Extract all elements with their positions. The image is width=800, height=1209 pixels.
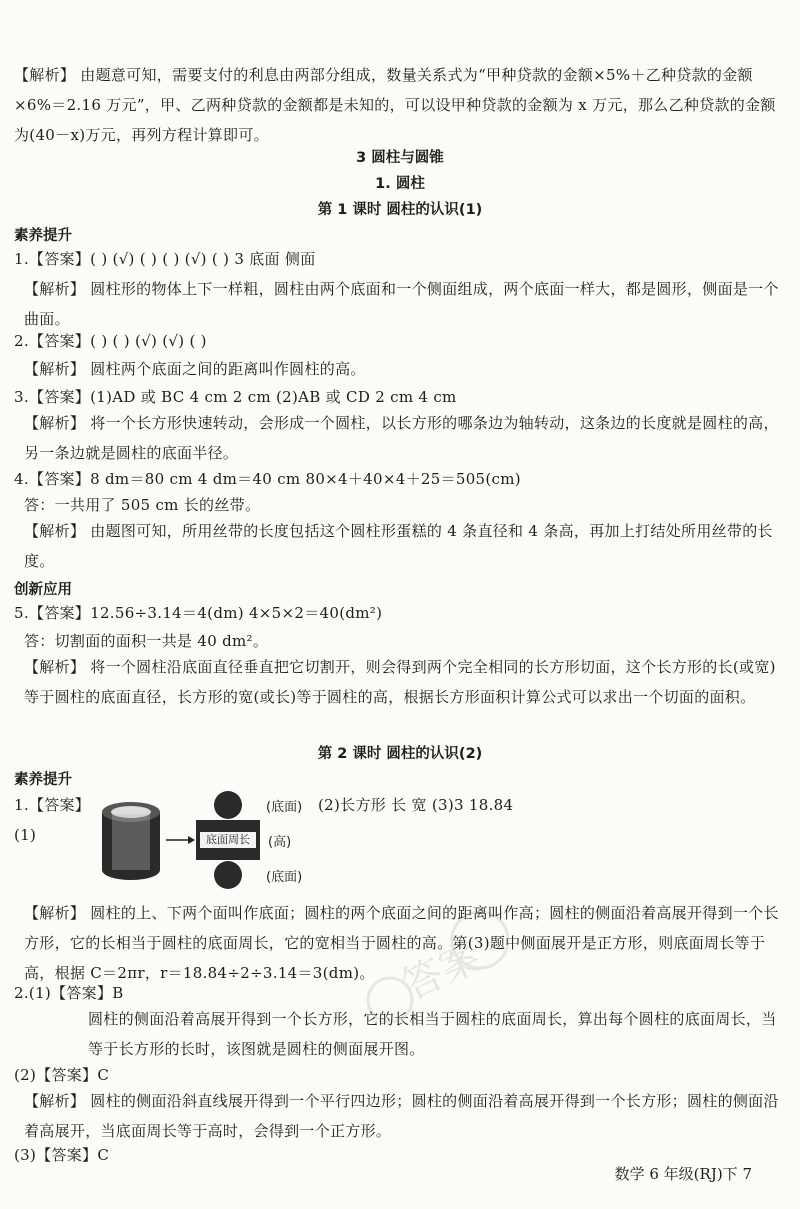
text-block: 【解析】 圆柱的上、下两个面叫作底面；圆柱的两个底面之间的距离叫作高；圆柱的侧面沿着高展开得到一个长方形，它的长相当于圆柱的底面周长，它的宽相当于圆柱的高。第(3)题中侧面展开是正方形，则底面周长等于高，根据 C＝2πr，r＝18.84÷2÷3.14＝3(dm)。 xyxy=(24,904,779,982)
diagram-label-middle: 底面周长 xyxy=(206,833,250,846)
section-title: 创新应用 xyxy=(14,582,72,598)
text-block: 【解析】 将一个圆柱沿底面直径垂直把它切割开，则会得到两个完全相同的长方形切面，这个长方形的长(或宽)等于圆柱的底面直径，长方形的宽(或长)等于圆柱的高，根据长方形面积计算公式可以求出一个切面的面积。 xyxy=(24,658,776,706)
heading: 第 1 课时 圆柱的认识(1) xyxy=(317,202,483,218)
text-block: 1.【答案】( ) (√) ( ) ( ) (√) ( ) 3 底面 侧面 xyxy=(14,250,316,268)
text-block: 2.【答案】( ) ( ) (√) (√) ( ) xyxy=(14,332,207,350)
text-block: 答：切割面的面积一共是 40 dm²。 xyxy=(24,632,269,650)
heading: 1. 圆柱 xyxy=(375,176,425,192)
section-title: 素养提升 xyxy=(14,772,72,788)
heading: 第 2 课时 圆柱的认识(2) xyxy=(317,746,483,762)
text-block: 【解析】 由题图可知，所用丝带的长度包括这个圆柱形蛋糕的 4 条直径和 4 条高，再加上打结处所用丝带的长度。 xyxy=(24,522,773,570)
text-block: 答：一共用了 505 cm 长的丝带。 xyxy=(24,496,261,514)
cylinder-figure xyxy=(102,802,160,880)
text-block: 【解析】 圆柱两个底面之间的距离叫作圆柱的高。 xyxy=(24,360,366,378)
text-block: (3)【答案】C xyxy=(14,1146,110,1164)
cylinder-unfold-diagram xyxy=(100,790,320,890)
text-block: 【解析】 由题意可知，需要支付的利息由两部分组成，数量关系式为“甲种贷款的金额×5%＋乙种贷款的金额×6%＝2.16 万元”，甲、乙两种贷款的金额都是未知的，可以设甲种贷款的金额为 x 万元，那么乙种贷款的金额为(40－x)万元，再列方程计算即可。 xyxy=(14,66,776,144)
diagram-label-top: (底面) xyxy=(266,800,303,815)
text-block: (2)【答案】C xyxy=(14,1066,110,1084)
text-block: 1.【答案】(1) xyxy=(14,796,91,844)
text-block: 3.【答案】(1)AD 或 BC 4 cm 2 cm (2)AB 或 CD 2 cm 4 cm xyxy=(14,388,457,406)
text-block: 【解析】 圆柱形的物体上下一样粗，圆柱由两个底面和一个侧面组成，两个底面一样大，都是圆形，侧面是一个曲面。 xyxy=(24,280,779,328)
section-title: 素养提升 xyxy=(14,228,72,244)
text-block: 5.【答案】12.56÷3.14＝4(dm) 4×5×2＝40(dm²) xyxy=(14,604,383,622)
text-block: 圆柱的侧面沿着高展开得到一个长方形，它的长相当于圆柱的底面周长，算出每个圆柱的底面周长，当等于长方形的长时，该图就是圆柱的侧面展开图。 xyxy=(88,1010,777,1058)
page-footer: 数学 6 年级(RJ)下 7 xyxy=(614,1165,752,1183)
text-block: 【解析】 将一个长方形快速转动，会形成一个圆柱，以长方形的哪条边为轴转动，这条边的长度就是圆柱的高，另一条边就是圆柱的底面半径。 xyxy=(24,414,779,462)
watermark-stamp xyxy=(360,900,520,1040)
heading: 3 圆柱与圆锥 xyxy=(356,150,444,166)
arrow-right-icon xyxy=(166,836,195,844)
text-block: 2.(1)【答案】B xyxy=(14,984,124,1002)
text-block: (2)长方形 长 宽 (3)3 18.84 xyxy=(318,796,514,814)
diagram-label-height: (高) xyxy=(268,835,292,850)
diagram-label-bottom: (底面) xyxy=(266,870,303,885)
text-block: 4.【答案】8 dm＝80 cm 4 dm＝40 cm 80×4＋40×4＋25＝505(cm) xyxy=(14,470,521,488)
watermark-text: 答案 xyxy=(395,933,488,1010)
text-block: 【解析】 圆柱的侧面沿斜直线展开得到一个平行四边形；圆柱的侧面沿着高展开得到一个长方形；圆柱的侧面沿着高展开，当底面周长等于高时，会得到一个正方形。 xyxy=(24,1092,779,1140)
